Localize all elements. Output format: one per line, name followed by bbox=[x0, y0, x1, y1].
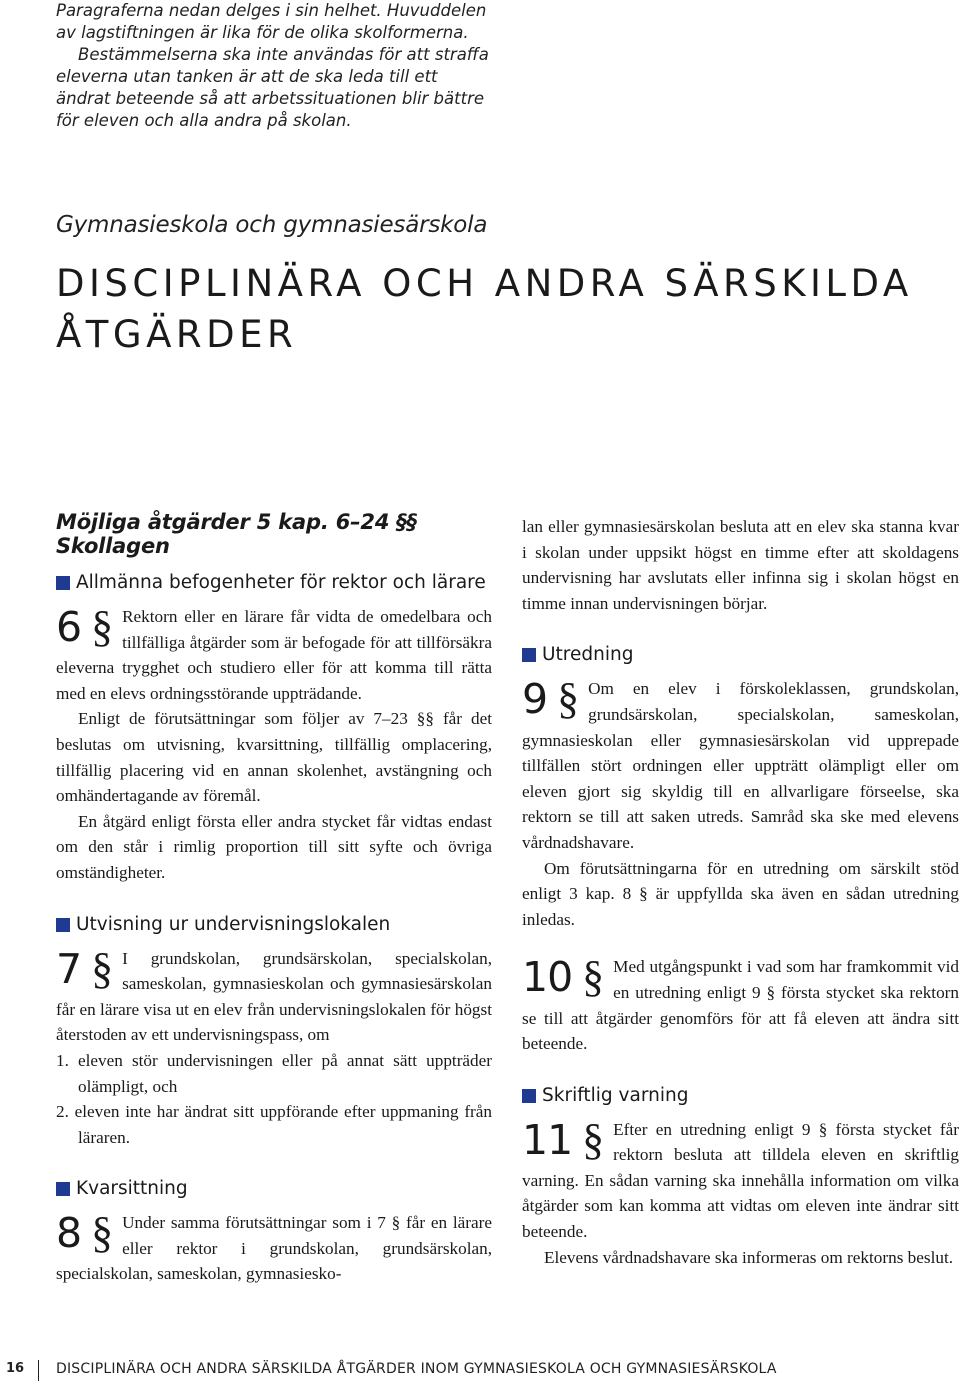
paragraph-number: 11 § bbox=[522, 1114, 604, 1164]
paragraph-text: I grundskolan, grundsärskolan, specialskolan, sameskolan, gymnasieskolan och gymnasiesärskolan får en lärare visa ut en elev från undervisningslokalen för högst återstoden av ett undervisningspass, om bbox=[56, 948, 492, 1045]
paragraph-9 bbox=[522, 676, 959, 932]
subheading-kvarsittning bbox=[56, 1176, 492, 1202]
subheading-skriftlig-varning bbox=[522, 1083, 959, 1109]
intro-block bbox=[56, 0, 496, 132]
paragraph-text: Enligt de förutsättningar som följer av 7–23 §§ får det beslutas om utvisning, kvarsittning, tillfällig omplacering, tillfällig placering vid en annan skolenhet, avstängning och omhändertagande av föremål. bbox=[56, 709, 492, 806]
subheading-label: Utvisning ur undervisningslokalen bbox=[76, 913, 391, 935]
list-item: 1. eleven stör undervisningen eller på annat sätt uppträder olämpligt, och bbox=[56, 1050, 492, 1096]
paragraph-text: En åtgärd enligt första eller andra stycket får vidtas endast om den står i rimlig proportion till sitt syfte och övriga omständigheter. bbox=[56, 811, 492, 882]
page-number: 16 bbox=[6, 1361, 25, 1376]
paragraph-11 bbox=[522, 1114, 959, 1271]
document-title: DISCIPLINÄRA OCH ANDRA SÄRSKILDA ÅTGÄRDER bbox=[56, 262, 913, 356]
section-sign-icon: § bbox=[81, 602, 113, 651]
intro-paragraph-2: Bestämmelserna ska inte användas för att straffa eleverna utan tanken är att de ska leda till ett ändrat beteende så att arbetssituationen blir bättre för eleven och alla andra på skolan. bbox=[56, 45, 489, 130]
paragraph-number: 10 § bbox=[522, 952, 604, 1002]
subheading-label: Allmänna befogenheter för rektor och lärare bbox=[76, 572, 486, 593]
left-column bbox=[56, 510, 492, 1287]
subheading-label: Skriftlig varning bbox=[542, 1084, 689, 1106]
subheading-utvisning bbox=[56, 912, 492, 938]
subheading-allmanna-befogenheter bbox=[56, 570, 492, 596]
paragraph-7 bbox=[56, 943, 492, 1151]
square-bullet-icon bbox=[522, 1089, 536, 1103]
paragraph-text: Rektorn eller en lärare får vidta de omedelbara och tillfälliga åtgärder som är befogade för att tillförsäkra eleverna trygghet och studiero eller för att komma till rätta med en elevs ordningsstörande uppträdande. bbox=[56, 607, 492, 703]
paragraph-number: 7 § bbox=[56, 943, 113, 993]
document-subtitle: Gymnasieskola och gymnasiesärskola bbox=[56, 212, 488, 238]
paragraph-text: Med utgångspunkt i vad som har framkommit vid en utredning enligt 9 § första stycket ska rektorn se till att åtgärder genomförs för att få eleven att ändra sitt beteende. bbox=[522, 957, 959, 1054]
square-bullet-icon bbox=[56, 576, 70, 590]
section-sign-icon: § bbox=[81, 1208, 113, 1258]
section-sign-icon: § bbox=[572, 1114, 604, 1164]
section-sign-icon: § bbox=[572, 952, 604, 1002]
paragraph-text: Om en elev i förskoleklassen, grundskolan, grundsärskolan, specialskolan, sameskolan, gymnasieskolan eller gymnasiesärskolan vid upprepade tillfällen stört ordningen eller uppträtt olämpligt eller om eleven gjort sig skyldig till en allvarligare förseelse, ska rektorn se till att saken utreds. Samråd ska ske med elevens vårdnadshavare. bbox=[522, 679, 959, 852]
paragraph-text: Om förutsättningarna för en utredning om särskilt stöd enligt 3 kap. 8 § är uppfyllda ska även en sådan utredning inledas. bbox=[522, 858, 959, 929]
paragraph-text: Elevens vårdnadshavare ska informeras om rektorns beslut. bbox=[544, 1247, 954, 1267]
section-heading: Möjliga åtgärder 5 kap. 6–24 §§ Skollagen bbox=[56, 510, 417, 558]
paragraph-6 bbox=[56, 604, 492, 886]
footer-divider bbox=[38, 1360, 39, 1381]
subheading-label: Kvarsittning bbox=[76, 1178, 188, 1200]
paragraph-8 bbox=[56, 1210, 492, 1287]
paragraph-10 bbox=[522, 954, 959, 1056]
page-footer bbox=[0, 1360, 960, 1381]
subheading-label: Utredning bbox=[542, 644, 634, 666]
paragraph-text: Under samma förutsättningar som i 7 § får en lärare eller rektor i grundskolan, grundsärskolan, specialskolan, sameskolan, gymnasiesko- bbox=[56, 1213, 492, 1284]
paragraph-number: 8 § bbox=[56, 1208, 113, 1258]
square-bullet-icon bbox=[522, 648, 536, 662]
square-bullet-icon bbox=[56, 1182, 70, 1196]
condition-list bbox=[56, 1048, 492, 1150]
section-sign-icon: § bbox=[81, 943, 113, 993]
paragraph-number: 9 § bbox=[522, 674, 579, 724]
paragraph-8-continuation: lan eller gymnasiesärskolan besluta att en elev ska stanna kvar i skolan under uppsikt högst en timme efter att skoldagens undervisning har avslutats eller infinna sig i skolan högst en timme innan undervisningen börjar. bbox=[522, 517, 959, 613]
paragraph-number: 6 § bbox=[56, 602, 113, 651]
subheading-utredning bbox=[522, 642, 959, 668]
intro-paragraph-1: Paragraferna nedan delges i sin helhet. Huvuddelen av lagstiftningen är lika för de olika skolformerna. bbox=[56, 1, 487, 42]
paragraph-text: Efter en utredning enligt 9 § första stycket får rektorn besluta att tilldela eleven en skriftlig varning. En sådan varning ska innehålla information om vilka åtgärder som kan komma att vidtas om eleven inte ändrar sitt beteende. bbox=[522, 1119, 959, 1242]
list-item: 2. eleven inte har ändrat sitt uppförande efter uppmaning från läraren. bbox=[56, 1102, 492, 1147]
square-bullet-icon bbox=[56, 918, 70, 932]
section-sign-icon: § bbox=[547, 674, 579, 724]
right-column bbox=[522, 514, 959, 1270]
footer-running-title: DISCIPLINÄRA OCH ANDRA SÄRSKILDA ÅTGÄRDER INOM GYMNASIESKOLA OCH GYMNASIESÄRSKOLA bbox=[56, 1361, 777, 1377]
